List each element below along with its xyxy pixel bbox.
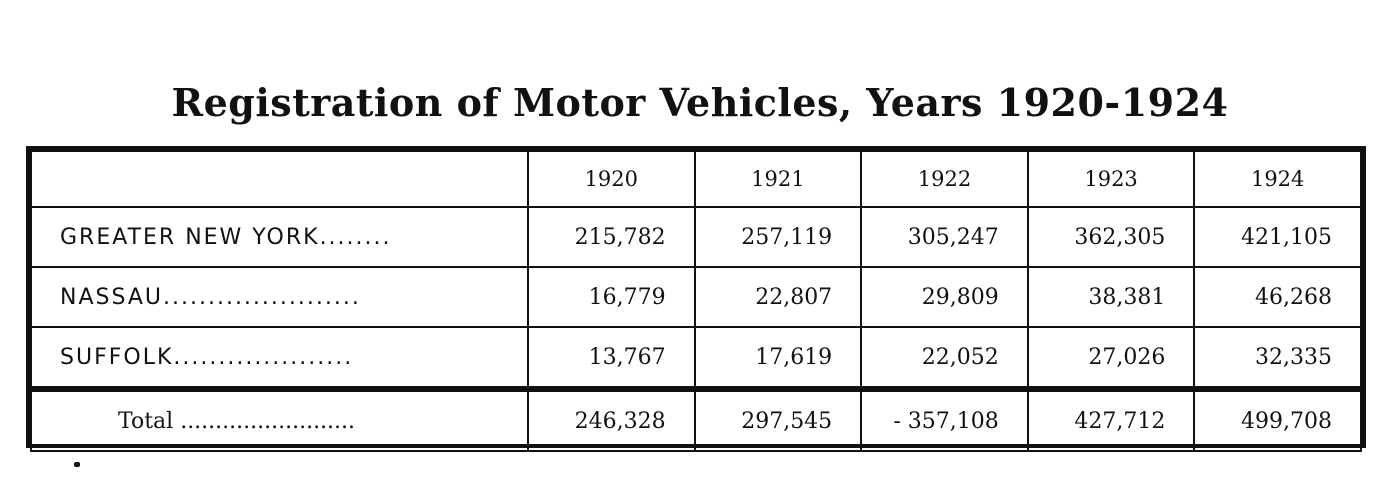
total-cell: 499,708 [1194,389,1361,451]
table-cell: 362,305 [1028,207,1195,267]
total-cell: - 357,108 [861,389,1028,451]
total-label: Total ......................... [31,389,528,451]
total-cell: 246,328 [528,389,695,451]
header-cell-1921: 1921 [695,151,862,207]
header-cell-empty [31,151,528,207]
print-speck [74,462,80,467]
table-row-nassau [31,267,1361,327]
row-label: SUFFOLK.................... [31,327,528,389]
header-row [31,151,1361,207]
total-cell: 297,545 [695,389,862,451]
table-cell: 17,619 [695,327,862,389]
table-cell: 305,247 [861,207,1028,267]
table-cell: 421,105 [1194,207,1361,267]
row-label: NASSAU...................... [31,267,528,327]
table-cell: 215,782 [528,207,695,267]
header-cell-1923: 1923 [1028,151,1195,207]
table-cell: 16,779 [528,267,695,327]
header-cell-1924: 1924 [1194,151,1361,207]
table-cell: 38,381 [1028,267,1195,327]
header-cell-1922: 1922 [861,151,1028,207]
table-title: Registration of Motor Vehicles, Years 1920-1924 [171,80,1229,125]
table-cell: 29,809 [861,267,1028,327]
table-cell: 22,807 [695,267,862,327]
table-row-suffolk [31,327,1361,389]
table-cell: 46,268 [1194,267,1361,327]
table-cell: 27,026 [1028,327,1195,389]
row-label: GREATER NEW YORK........ [31,207,528,267]
table-cell: 257,119 [695,207,862,267]
table-cell: 22,052 [861,327,1028,389]
header-cell-1920: 1920 [528,151,695,207]
table-cell: 32,335 [1194,327,1361,389]
table-row-greater-new-york [31,207,1361,267]
table-cell: 13,767 [528,327,695,389]
table-row-total [31,389,1361,451]
total-cell: 427,712 [1028,389,1195,451]
registration-table [26,146,1366,448]
